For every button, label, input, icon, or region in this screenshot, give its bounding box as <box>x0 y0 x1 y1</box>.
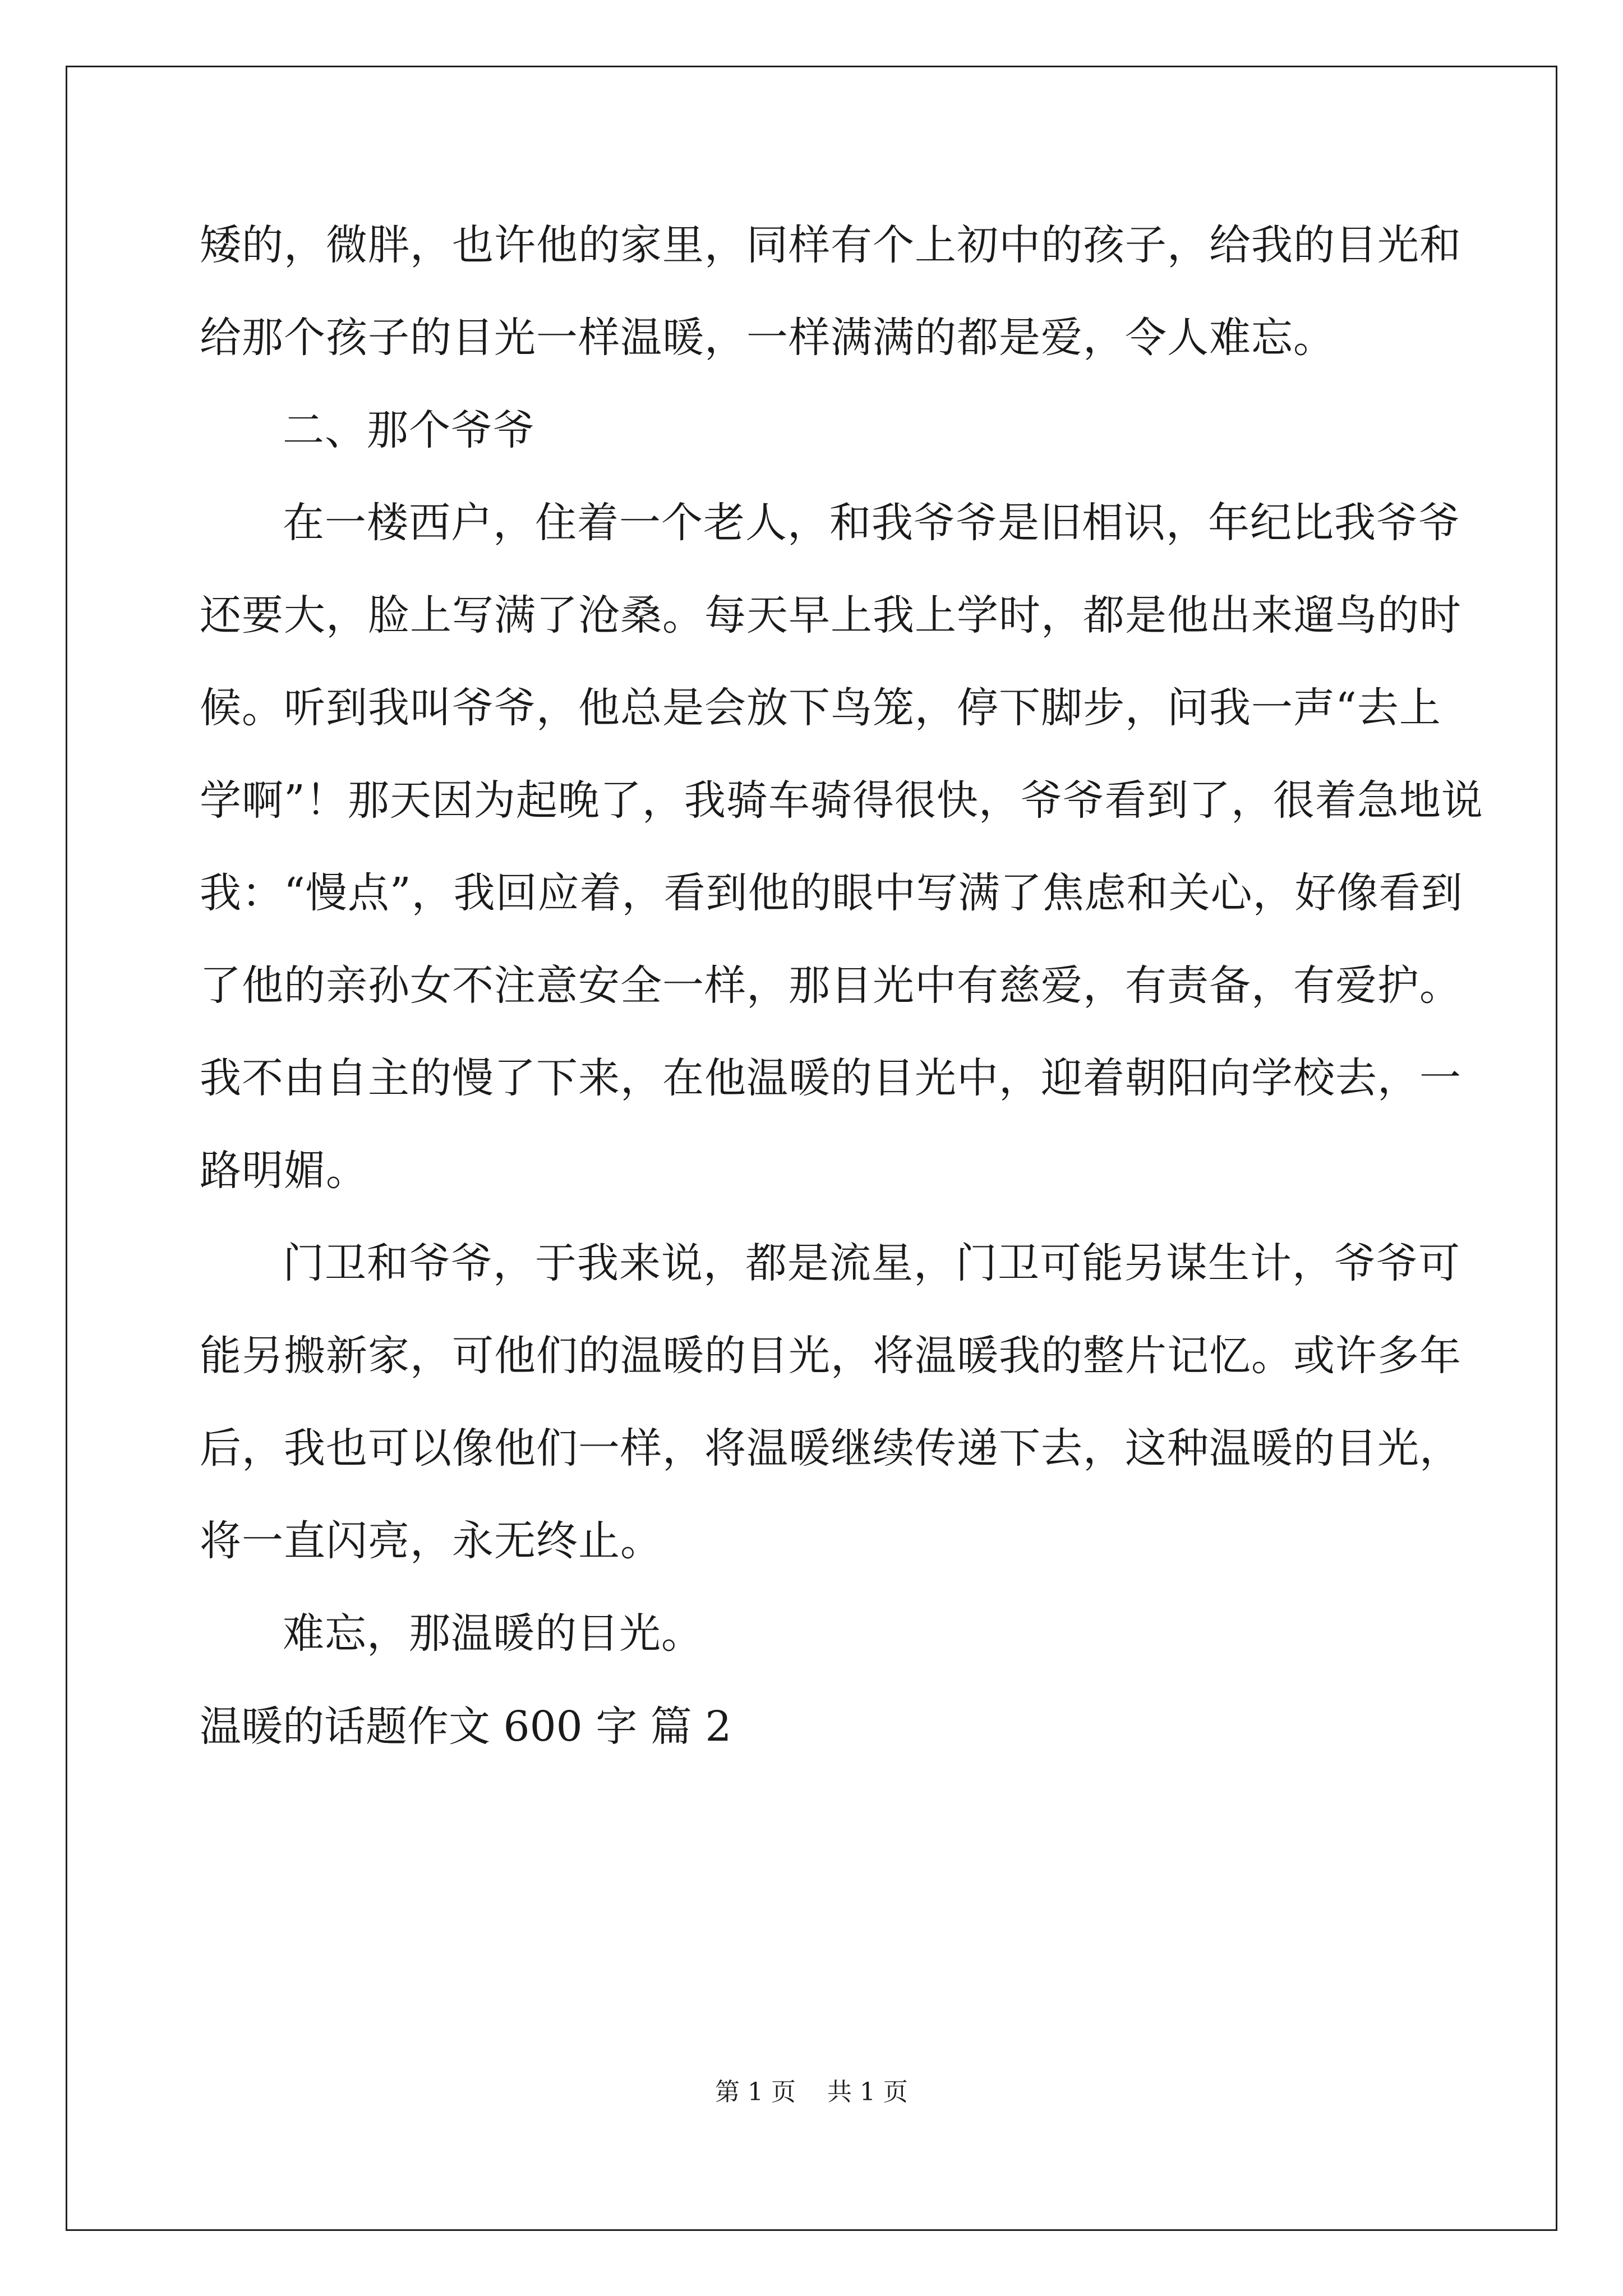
text-line: 将一直闪亮，永无终止。 <box>200 1517 662 1565</box>
text-line: 矮的，微胖，也许他的家里，同样有个上初中的孩子，给我的目光和 <box>200 221 1461 269</box>
section-heading: 温暖的话题作文 600 字 篇 2 <box>200 1703 732 1751</box>
subheading-line: 二、那个爷爷 <box>283 406 535 454</box>
text-line: 门卫和爷爷，于我来说，都是流星，门卫可能另谋生计，爷爷可 <box>283 1239 1460 1287</box>
paragraph <box>200 477 1483 1217</box>
text-line: 还要大，脸上写满了沧桑。每天早上我上学时，都是他出来遛鸟的时 <box>200 591 1461 639</box>
text-line: 难忘，那温暖的目光。 <box>283 1609 703 1658</box>
text-line: 候。听到我叫爷爷，他总是会放下鸟笼，停下脚步，问我一声“去上 <box>200 684 1441 732</box>
text-line: 后，我也可以像他们一样，将温暖继续传递下去，这种温暖的目光， <box>200 1424 1461 1473</box>
page-footer: 第 1 页 共 1 页 <box>715 2078 908 2106</box>
text-line: 了他的亲孙女不注意安全一样，那目光中有慈爱，有责备，有爱护。 <box>200 961 1461 1010</box>
paragraph <box>200 1217 1461 1588</box>
paragraph <box>200 199 1461 384</box>
paragraph <box>200 1588 1428 1680</box>
text-line: 学啊”！那天因为起晚了，我骑车骑得很快，爷爷看到了，很着急地说 <box>200 776 1483 825</box>
document-body <box>200 199 1483 1774</box>
text-line: 在一楼西户，住着一个老人，和我爷爷是旧相识，年纪比我爷爷 <box>283 499 1460 547</box>
text-line: 我不由自主的慢了下来，在他温暖的目光中，迎着朝阳向学校去，一 <box>200 1054 1461 1102</box>
text-line: 能另搬新家，可他们的温暖的目光，将温暖我的整片记忆。或许多年 <box>200 1332 1461 1380</box>
text-line: 我：“慢点”，我回应着，看到他的眼中写满了焦虑和关心，好像看到 <box>200 869 1463 917</box>
paragraph-subheading <box>200 384 1428 477</box>
text-line: 路明媚。 <box>200 1147 368 1195</box>
text-line: 给那个孩子的目光一样温暖，一样满满的都是爱，令人难忘。 <box>200 314 1335 362</box>
